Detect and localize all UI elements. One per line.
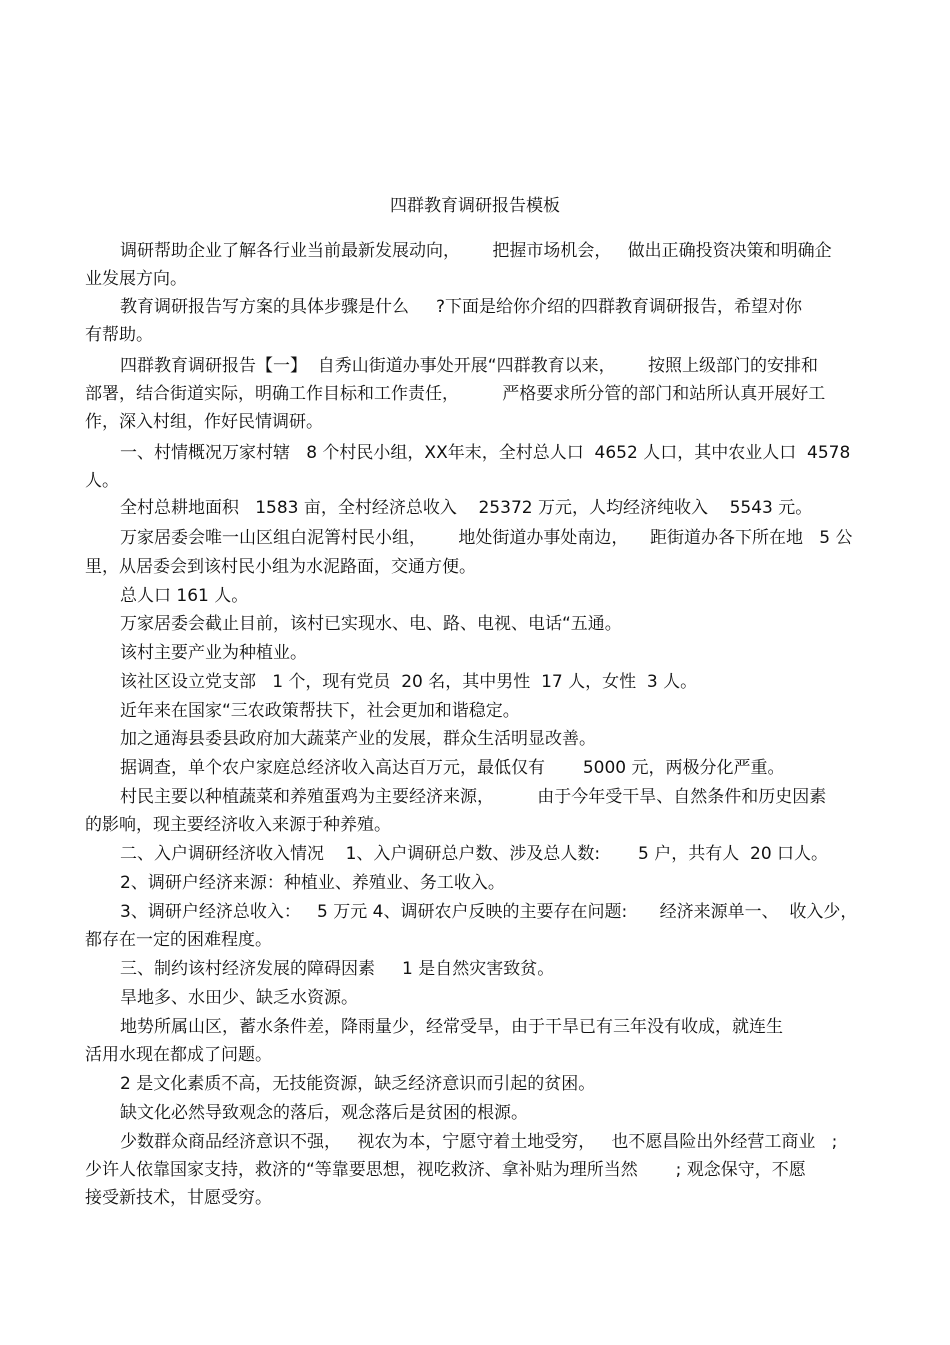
text-line: 教育调研报告写方案的具体步骤是什么 ?下面是给你介绍的四群教育调研报告，希望对你 — [120, 297, 803, 317]
text-line: 一、村情概况万家村辖 8 个村民小组，XX年末，全村总人口 4652 人口，其中农业人口 4578 — [120, 443, 851, 463]
text-line: 活用水现在都成了问题。 — [85, 1045, 272, 1065]
text-line: 总人口 161 人。 — [120, 586, 249, 606]
text-line: 地势所属山区，蓄水条件差，降雨量少，经常受旱，由于干旱已有三年没有收成，就连生 — [120, 1017, 783, 1037]
text-line: 作，深入村组，作好民情调研。 — [85, 412, 323, 432]
text-line: 接受新技术，甘愿受穷。 — [85, 1188, 272, 1208]
text-line: 近年来在国家“三农政策帮扶下，社会更加和谐稳定。 — [120, 701, 520, 721]
text-line: 据调查，单个农户家庭总经济收入高达百万元，最低仅有 5000 元，两极分化严重。 — [120, 758, 785, 778]
text-line: 该社区设立党支部 1 个，现有党员 20 名，其中男性 17 人，女性 3 人。 — [120, 672, 698, 692]
text-line: 2、调研户经济来源：种植业、养殖业、务工收入。 — [120, 873, 505, 893]
text-line: 里，从居委会到该村民小组为水泥路面，交通方便。 — [85, 557, 476, 577]
text-line: 全村总耕地面积 1583 亩，全村经济总收入 25372 万元，人均经济纯收入 5543 元。 — [120, 498, 813, 518]
text-line: 三、制约该村经济发展的障碍因素 1 是自然灾害致贫。 — [120, 959, 555, 979]
text-line: 少许人依靠国家支持，救济的“等靠要思想，视吃救济、拿补贴为理所当然 ; 观念保守，不愿 — [85, 1160, 806, 1180]
text-line: 3、调研户经济总收入： 5 万元 4、调研农户反映的主要存在问题: 经济来源单一、 收入少， — [120, 902, 858, 922]
text-line: 万家居委会截止目前，该村已实现水、电、路、电视、电话“五通。 — [120, 614, 622, 634]
text-line: 有帮助。 — [85, 325, 153, 345]
text-line: 加之通海县委县政府加大蔬菜产业的发展，群众生活明显改善。 — [120, 729, 596, 749]
text-line: 部署，结合街道实际，明确工作目标和工作责任， 严格要求所分管的部门和站所认真开展好工 — [85, 384, 826, 404]
text-line: 旱地多、水田少、缺乏水资源。 — [120, 988, 358, 1008]
text-line: 调研帮助企业了解各行业当前最新发展动向， 把握市场机会， 做出正确投资决策和明确企 — [120, 241, 832, 261]
text-line: 人。 — [85, 471, 119, 491]
text-line: 缺文化必然导致观念的落后，观念落后是贫困的根源。 — [120, 1103, 528, 1123]
text-line: 该村主要产业为种植业。 — [120, 643, 307, 663]
text-line: 少数群众商品经济意识不强， 视农为本，宁愿守着土地受穷， 也不愿昌险出外经营工商业 ; — [120, 1132, 838, 1152]
text-line: 二、入户调研经济收入情况 1、入户调研总户数、涉及总人数: 5 户，共有人 20 口人。 — [120, 844, 829, 864]
text-line: 四群教育调研报告【一】 自秀山街道办事处开展“四群教育以来， 按照上级部门的安排和 — [120, 356, 819, 376]
text-line: 的影响，现主要经济收入来源于种养殖。 — [85, 815, 391, 835]
text-line: 村民主要以种植蔬菜和养殖蛋鸡为主要经济来源， 由于今年受干旱、自然条件和历史因素 — [120, 787, 827, 807]
text-line: 万家居委会唯一山区组白泥箐村民小组， 地处街道办事处南边， 距街道办各下所在地 5 公 — [120, 528, 853, 548]
document-title: 四群教育调研报告模板 — [390, 196, 560, 216]
text-line: 都存在一定的困难程度。 — [85, 930, 272, 950]
text-line: 业发展方向。 — [85, 269, 187, 289]
text-line: 2 是文化素质不高，无技能资源，缺乏经济意识而引起的贫困。 — [120, 1074, 596, 1094]
